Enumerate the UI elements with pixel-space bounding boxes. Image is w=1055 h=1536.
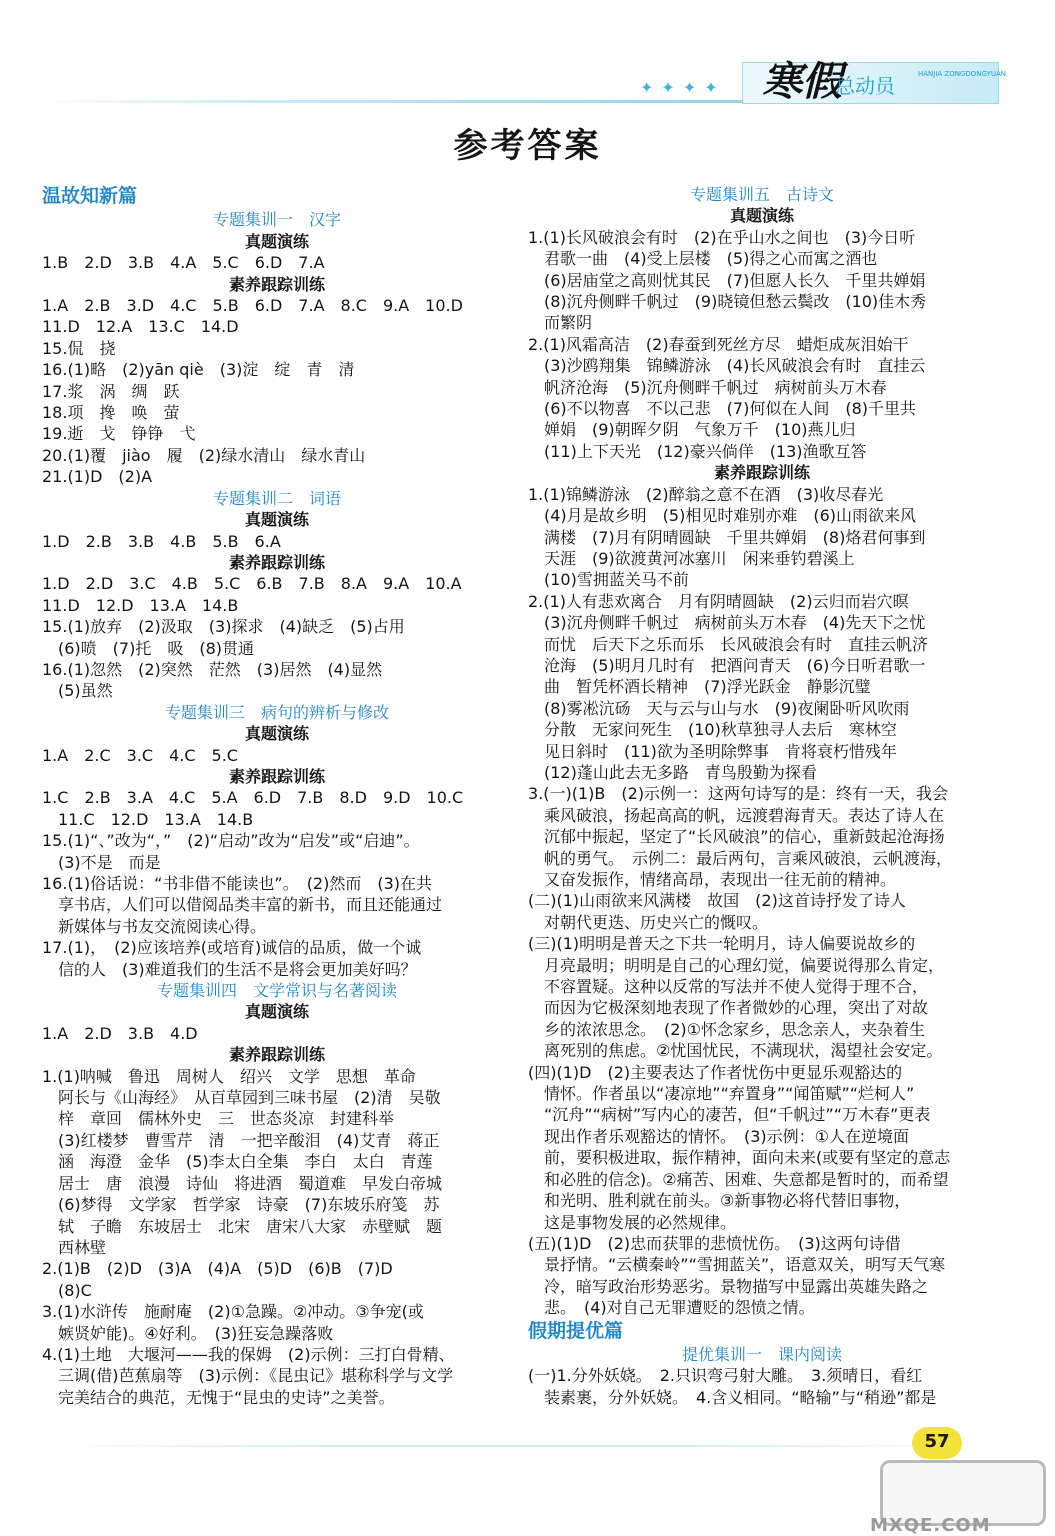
answer-line: 1.B 2.D 3.B 4.A 5.C 6.D 7.A: [42, 253, 325, 273]
answer-line: (五)(1)D (2)忠而获罪的悲愤忧伤。 (3)这两句诗借: [528, 1233, 901, 1253]
answer-line: 1.D 2.B 3.B 4.B 5.B 6.A: [42, 531, 281, 551]
answer-line: (6)梦得 文学家 哲学家 诗豪 (7)东坡乐府笺 苏: [42, 1195, 440, 1215]
answer-line: 和光明、胜利就在前头。③新事物必将代替旧事物，: [528, 1191, 911, 1211]
subsection-heading: 真题演练: [244, 510, 309, 530]
answer-line: 15.(1)“、”改为“，” (2)“启动”改为“启发”或“启迪”。: [42, 831, 420, 851]
answer-line: 17.浆 涡 绸 跃: [42, 381, 180, 401]
answer-line: 这是事物发展的必然规律。: [528, 1212, 737, 1232]
answer-line: 1.C 2.B 3.A 4.C 5.A 6.D 7.B 8.D 9.D 10.C: [42, 788, 464, 808]
brand-logo-script: 寒假: [762, 58, 842, 105]
answer-line: 19.逝 戈 铮铮 弋: [42, 424, 196, 444]
watermark-text: MXQE.COM: [870, 1515, 991, 1536]
answer-line: 对朝代更迭、历史兴亡的慨叹。: [528, 912, 769, 932]
header-dots: ✦✦✦✦: [640, 78, 726, 97]
answer-line: 现出作者乐观豁达的情怀。 (3)示例：①人在逆境面: [528, 1126, 910, 1146]
answer-line: 梓 章回 儒林外史 三 世态炎凉 封建科举: [42, 1109, 395, 1129]
answer-line: 1.A 2.B 3.D 4.C 5.B 6.D 7.A 8.C 9.A 10.D: [42, 296, 463, 316]
answer-line: 乡的浓浓思念。 (2)①怀念家乡，思念亲人，夹杂着生: [528, 1019, 926, 1039]
topic-heading: 专题集训五 古诗文: [689, 185, 834, 204]
answer-line: (二)(1)山雨欲来风满楼 故国 (2)这首诗抒发了诗人: [528, 891, 906, 911]
subsection-heading: 真题演练: [729, 206, 794, 226]
answer-line: 又奋发振作，情绪高昂，表现出一往无前的精神。: [528, 870, 897, 889]
topic-heading: 专题集训四 文学常识与名著阅读: [156, 981, 397, 1001]
answer-line: 21.(1)D (2)A: [42, 467, 153, 487]
answer-line: 15.(1)放弃 (2)汲取 (3)探求 (4)缺乏 (5)占用: [42, 617, 405, 637]
answer-line: (6)喷 (7)托 吸 (8)贯通: [42, 638, 254, 658]
answer-line: 1.A 2.C 3.C 4.C 5.C: [42, 745, 238, 765]
answer-line: 1.D 2.D 3.C 4.B 5.C 6.B 7.B 8.A 9.A 10.A: [42, 574, 462, 594]
topic-heading: 提优集训一 课内阅读: [681, 1344, 842, 1364]
answer-line: 沉郁中振起，坚定了“长风破浪”的信心，重新鼓起沧海扬: [528, 827, 945, 847]
answer-line: 前，要积极进取，振作精神，面向未来(或要有坚定的意志: [528, 1148, 951, 1168]
answer-line: 而繁阴: [528, 313, 593, 333]
topic-heading: 专题集训三 病句的辨析与修改: [164, 702, 389, 722]
answer-line: 2.(1)人有悲欢离合 月有阴晴圆缺 (2)云归而岩穴暝: [528, 591, 909, 611]
answer-line: (一)1.分外妖娆。 2.只识弯弓射大雕。 3.须晴日，看红: [528, 1366, 923, 1386]
answer-line: 情怀。作者虽以“凄凉地”“弃置身”“闻笛赋”“烂柯人”: [528, 1084, 915, 1104]
answer-line: 见日斜时 (11)欲为圣明除弊事 肯将衰朽惜残年: [528, 741, 897, 761]
answer-line: 1.(1)呐喊 鲁迅 周树人 绍兴 文学 思想 革命: [42, 1066, 416, 1086]
section-heading: 温故知新篇: [42, 185, 138, 207]
answer-line: (4)月是故乡明 (5)相见时难别亦难 (6)山雨欲来风: [528, 506, 916, 526]
answer-line: 4.(1)土地 大堰河——我的保姆 (2)示例：三打白骨精、: [42, 1344, 455, 1364]
answer-line: 曲 暂凭杯酒长精神 (7)浮光跃金 静影沉璧: [528, 677, 871, 697]
answer-line: 新媒体与书友交流阅读心得。: [42, 916, 267, 936]
left-column: [42, 184, 512, 1408]
answer-line: 帆的勇气。 示例二：最后两句，言乘风破浪，云帆渡海，: [528, 848, 953, 868]
answer-line: 2.(1)风霜高洁 (2)春蚕到死丝方尽 蜡炬成灰泪始干: [528, 334, 909, 354]
answer-line: 17.(1)， (2)应该培养(或培育)诚信的品质，做一个诚: [42, 938, 422, 958]
brand-name: 总动员: [835, 74, 895, 98]
answer-line: 1.A 2.D 3.B 4.D: [42, 1023, 198, 1043]
answer-line: 涵 海澄 金华 (5)李太白全集 李白 太白 青莲: [42, 1152, 433, 1172]
answer-line: 11.D 12.D 13.A 14.B: [42, 595, 239, 615]
answer-line: 3.(1)水浒传 施耐庵 (2)①急躁。②冲动。③争宠(或: [42, 1302, 424, 1322]
answer-line: 乘风破浪，扬起高高的帆，远渡碧海青天。表达了诗人在: [528, 805, 945, 825]
answer-line: 16.(1)忽然 (2)突然 茫然 (3)居然 (4)显然: [42, 659, 383, 679]
answer-line: 居士 唐 浪漫 诗仙 将进酒 蜀道难 早发白帝城: [42, 1173, 443, 1193]
answer-line: (四)(1)D (2)主要表达了作者忧伤中更显乐观豁达的: [528, 1062, 903, 1082]
answer-line: 悲。 (4)对自己无罪遭贬的怨愤之情。: [528, 1298, 815, 1318]
answer-line: 15.侃 挠: [42, 338, 116, 358]
topic-heading: 专题集训二 词语: [212, 488, 341, 508]
subsection-heading: 素养跟踪训练: [713, 463, 810, 483]
answer-line: (8)雾凇沆砀 天与云与山与水 (9)夜阑卧听风吹雨: [528, 698, 910, 718]
answer-line: 嫉贤妒能)。④好利。 (3)狂妄急躁落败: [42, 1323, 334, 1343]
section-heading: 假期提优篇: [528, 1319, 624, 1342]
subsection-heading: 真题演练: [244, 231, 309, 251]
answer-line: 1.(1)锦鳞游泳 (2)醉翁之意不在酒 (3)收尽春光: [528, 484, 884, 504]
answer-line: (3)不是 而是: [42, 852, 161, 872]
answer-line: 3.(一)(1)B (2)示例一：这两句诗写的是：终有一天，我会: [528, 784, 949, 804]
answer-line: 满楼 (7)月有阴晴圆缺 千里共婵娟 (8)烙君何事到: [528, 527, 926, 547]
brand-subtitle: HANJIA ZONGDONGYUAN: [918, 70, 1007, 78]
subsection-heading: 素养跟踪训练: [228, 1045, 325, 1065]
answer-line: 阿长与《山海经》 从百草园到三味书屋 (2)清 吴敬: [42, 1088, 441, 1108]
answer-line: 享书店，人们可以借阅品类丰富的新书，而且还能通过: [42, 895, 443, 915]
answer-line: 帆济沧海 (5)沉舟侧畔千帆过 病树前头万木春: [528, 377, 887, 397]
answer-line: 18.项 搀 唤 萤: [42, 403, 180, 423]
answer-line: “沉舟”“病树”写内心的凄苦，但“千帆过”“万木春”更表: [528, 1105, 931, 1125]
answer-line: 分散 无家问死生 (10)秋草独寻人去后 寒林空: [528, 720, 897, 740]
answer-line: (11)上下天光 (12)豪兴倘佯 (13)渔歌互答: [528, 441, 867, 461]
page-number: 57: [924, 1431, 950, 1452]
answer-line: (10)雪拥蓝关马不前: [528, 570, 689, 590]
answer-line: 沧海 (5)明月几时有 把酒问青天 (6)今日听君歌一: [528, 655, 926, 675]
answer-line: 11.D 12.A 13.C 14.D: [42, 317, 239, 337]
answer-line: 20.(1)覆 jiào 履 (2)绿水清山 绿水青山: [42, 445, 366, 465]
topic-heading: 专题集训一 汉字: [212, 210, 341, 230]
answer-line: (8)C: [42, 1280, 92, 1300]
answer-line: 君歌一曲 (4)受上层楼 (5)得之心而寓之酒也: [528, 249, 878, 269]
answer-line: 三调(借)芭蕉扇等 (3)示例：《昆虫记》堪称科学与文学: [42, 1366, 454, 1386]
footer-rule: [60, 1445, 960, 1447]
answer-line: 月亮最明；明明是自己的心理幻觉，偏要说得那么肯定，: [528, 955, 945, 975]
answer-line: 天涯 (9)欲渡黄河冰塞川 闲来垂钓碧溪上: [528, 548, 855, 568]
answer-line: 冷，暗写政治形势恶劣。景物描写中显露出英雄失路之: [528, 1276, 929, 1296]
answer-line: 婵娟 (9)朝晖夕阴 气象万千 (10)燕儿归: [528, 420, 856, 440]
answer-line: (8)沉舟侧畔千帆过 (9)晓镜但愁云鬓改 (10)佳木秀: [528, 292, 927, 312]
subsection-heading: 真题演练: [244, 724, 309, 744]
answer-line: 离死别的焦虑。②忧国忧民，不满现状，渴望社会安定。: [528, 1041, 943, 1061]
answer-line: 而忧 后天下之乐而乐 长风破浪会有时 直挂云帆济: [528, 634, 929, 654]
subsection-heading: 素养跟踪训练: [228, 552, 325, 572]
right-column: [528, 184, 996, 1408]
answer-line: 装素裹，分外妖娆。 4.含义相同。“略输”与“稍逊”都是: [528, 1387, 937, 1407]
answer-line: (3)沙鸥翔集 锦鳞游泳 (4)长风破浪会有时 直挂云: [528, 356, 926, 376]
answer-line: 2.(1)B (2)D (3)A (4)A (5)D (6)B (7)D: [42, 1259, 393, 1279]
answer-line: (3)沉舟侧畔千帆过 病树前头万木春 (4)先天下之忧: [528, 613, 926, 633]
answer-line: 16.(1)略 (2)yān qiè (3)淀 绽 青 清: [42, 360, 355, 380]
answer-line: 而因为它极深刻地表现了作者微妙的心理，突出了对故: [528, 998, 929, 1018]
answer-line: (3)红楼梦 曹雪芹 清 一把辛酸泪 (4)艾青 蒋正: [42, 1130, 440, 1150]
header-rule: [40, 100, 770, 103]
answer-line: (6)不以物喜 不以己悲 (7)何似在人间 (8)千里共: [528, 399, 916, 419]
answer-line: 和必胜的信念)。②痛苦、困难、失意都是暂时的，而希望: [528, 1169, 949, 1189]
answer-line: 西林壁: [42, 1237, 107, 1257]
subsection-heading: 素养跟踪训练: [228, 274, 325, 294]
answer-line: (6)居庙堂之高则忧其民 (7)但愿人长久 千里共婵娟: [528, 270, 926, 290]
page-title: 参考答案: [453, 126, 602, 166]
answer-line: 16.(1)俗话说：“书非借不能读也”。 (2)然而 (3)在共: [42, 874, 433, 893]
answer-line: 11.C 12.D 13.A 14.B: [42, 809, 254, 829]
answer-line: 不容置疑。这种以反常的写法并不使人觉得于理不合，: [528, 977, 929, 997]
answer-line: 轼 子瞻 东坡居士 北宋 唐宋八大家 赤壁赋 题: [42, 1216, 443, 1236]
answer-line: 完美结合的典范，无愧于“昆虫的史诗”之美誉。: [42, 1387, 395, 1407]
subsection-heading: 真题演练: [244, 1002, 309, 1022]
answer-line: 1.(1)长风破浪会有时 (2)在乎山水之间也 (3)今日听: [528, 227, 916, 247]
answer-line: 信的人 (3)难道我们的生活不是将会更加美好吗？: [42, 959, 417, 979]
answer-line: (12)蓬山此去无多路 青鸟殷勤为探看: [528, 762, 817, 782]
subsection-heading: 素养跟踪训练: [228, 766, 325, 786]
answer-line: 景抒情。“云横秦岭”“雪拥蓝关”，语意双关，明写天气寒: [528, 1255, 946, 1275]
answer-line: (5)虽然: [42, 681, 113, 701]
answer-line: (三)(1)明明是普天之下共一轮明月，诗人偏要说故乡的: [528, 934, 916, 954]
